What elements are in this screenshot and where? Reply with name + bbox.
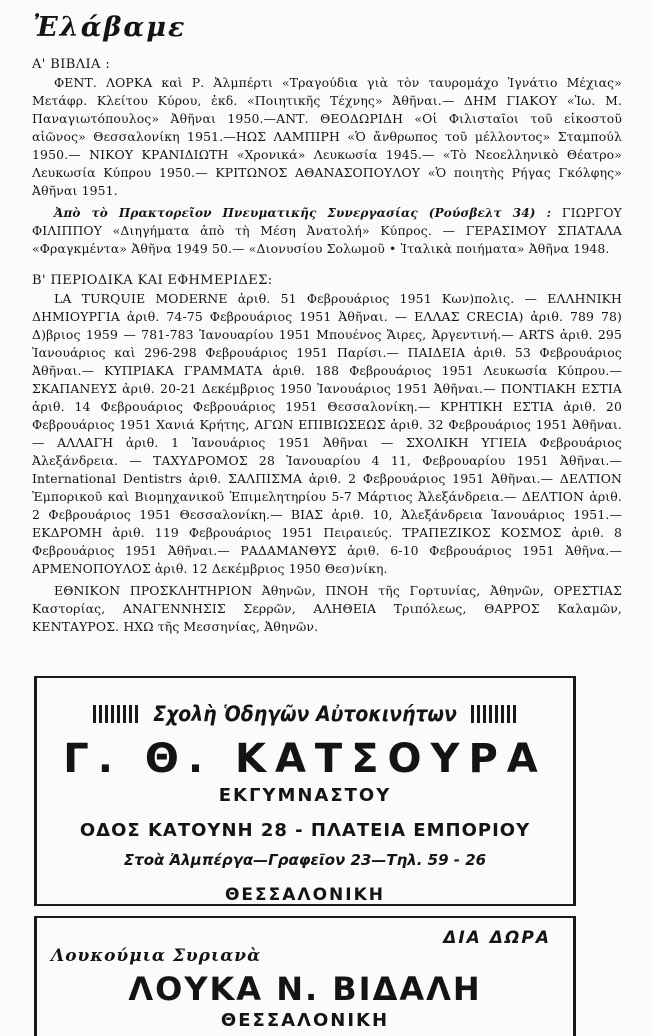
school-name: Σχολὴ Ὁδηγῶν Αὐτοκινήτων: [153, 702, 457, 726]
instructor-name: Γ. Θ. ΚΑΤΣΟΥΡΑ: [63, 736, 547, 782]
books-paragraph: ΦΕΝΤ. ΛΟΡΚΑ καὶ Ρ. Ἀλμπέρτι «Τραγούδια γιὰ τὸν ταυρομάχο Ἰγνάτιο Μέχιας» Μετάφρ. Κλείτου Κύρου, ἐκδ. «Ποιητικῆς Τέχνης» Ἀθῆναι.— ΔΗΜ ΓΙΑΚΟΥ «Ἰω. Μ. Παναγιωτόπουλος» Ἀθῆναι 1950.—ΑΝΤ. ΘΕΟΔΩΡΙΔΗ «Οἱ Φιλισταῖοι τοῦ εἰκοστοῦ αἰῶνος» Θεσσαλονίκη 1951.—ΗΩΣ ΛΑΜΠΙΡΗ «Ὁ ἄνθρωπος τοῦ μέλλοντος» Σταμπούλ 1950.— ΝΙΚΟΥ ΚΡΑΝΙΔΙΩΤΗ «Χρονικά» Λευκωσία 1945.— «Τὸ Νεοελληνικὸ Θέατρο» Λευκωσία Κύπρου 1950.— ΚΡΙΤΩΝΟΣ ΑΘΑΝΑΣΟΠΟΥΛΟΥ «Ὁ ποιητὴς Ρήγας Γκόλφης» Ἀθῆναι 1951.: [32, 75, 622, 198]
school-city: ΘΕΣΣΑΛΟΝΙΚΗ: [224, 885, 385, 905]
newspapers-paragraph: ΕΘΝΙΚΟΝ ΠΡΟΣΚΛΗΤΗΡΙΟΝ Ἀθηνῶν, ΠΝΟΗ τῆς Γορτυνίας, Ἀθηνῶν, ΟΡΕΣΤΙΑΣ Καστορίας, ΑΝΑΓΕΝΝΗΣΙΣ Σερρῶν, ΑΛΗΘΕΙΑ Τριπόλεως, ΘΑΡΡΟΣ Καλαμῶν, ΚΕΝΤΑΥΡΟΣ. ΗΧΩ τῆς Μεσσηνίας, Ἀθηνῶν.: [32, 583, 622, 634]
decorative-bars-right: [471, 705, 517, 723]
ad-merchant-name: ΛΟΥΚΑ Ν. ΒΙΔΑΛΗ: [128, 970, 482, 1008]
books-heading: Α' ΒΙΒΛΙΑ :: [32, 57, 111, 72]
ad-city: ΘΕΣΣΑΛΟΝΙΚΗ: [220, 1010, 390, 1031]
loukoumia-ad: [34, 916, 576, 1036]
agency-books: ΓΙΩΡΓΟΥ ΦΙΛΙΠΠΟΥ «Διηγήματα ἀπὸ τὴ Μέση Ἀνατολή» Κύπρος. — ΓΕΡΑΣΙΜΟΥ ΣΠΑΤΑΛΑ «Φραγκμέντα» Ἀθῆνα 1949 50.— «Διονυσίου Σολωμοῦ • Ἰταλικὰ ποιήματα» Ἀθῆνα 1948.: [32, 205, 622, 256]
school-address: ΟΔΟΣ ΚΑΤΟΥΝΗ 28 - ΠΛΑΤΕΙΑ ΕΜΠΟΡΙΟΥ: [79, 820, 531, 841]
books-paragraph-agency: [32, 204, 622, 258]
decorative-bars-left: [93, 705, 139, 723]
school-office: Στοὰ Ἀλμπέργα—Γραφεῖον 23—Τηλ. 59 - 26: [123, 851, 487, 869]
driving-school-ad: [34, 676, 576, 906]
periodicals-paragraph: LA TURQUIE MODERNE ἀριθ. 51 Φεβρουάριος 1951 Κων)πολις. — ΕΛΛΗΝΙΚΗ ΔΗΜΙΟΥΡΓΙΑ ἀριθ. 74-75 Φεβρουάριος 1951 Ἀθῆναι. — ΕΛΛΑΣ CRECIA) ἀριθ. 789 78) Δ)βριος 1959 — 781-783 Ἰανουαρίου 1951 Μπουένος Ἄιρες, Ἀργεντινή.— ARTS ἀριθ. 295 Ἰανουάριος καὶ 296-298 Φεβρουάριος 1951 Παρίσι.— ΠΑΙΔΕΙΑ ἀριθ. 53 Φεβρουάριος Ἀθῆναι.— ΚΥΠΡΙΑΚΑ ΓΡΑΜΜΑΤΑ ἀριθ. 188 Φεβρουάριος 1951 Λευκωσία Κύπρου.— ΣΚΑΠΑΝΕΥΣ ἀριθ. 20-21 Δεκέμβριος 1950 Ἰανουάριος 1951 Ἀθῆναι.— ΠΟΝΤΙΑΚΗ ΕΣΤΙΑ ἀριθ. 14 Φεβρουάριος Φεβρουάριος 1951 Θεσσαλονίκη.— ΚΡΗΤΙΚΗ ΕΣΤΙΑ ἀριθ. 20 Φεβρουάριος 1951 Χανιά Κρήτης, ΑΓΩΝ ΕΠΙΒΙΩΣΕΩΣ ἀριθ. 32 Φεβρουάριος 1951 Ἀθῆναι.— ΑΛΛΑΓΗ ἀριθ. 1 Ἰανουάριος 1951 Ἀθῆναι — ΣΧΟΛΙΚΗ ΥΓΙΕΙΑ Φεβρουάριος Ἀλεξάνδρεια. — ΤΑΧΥΔΡΟΜΟΣ 28 Ἰανουαρίου 4 11, Φεβρουαρίου 1951 Ἀθῆναι.— International Dentistrs ἀριθ. ΣΑΛΠΙΣΜΑ ἀριθ. 2 Φεβρουάριος 1951 Ἀθῆναι.— ΔΕΛΤΙΟΝ Ἐμπορικοῦ καὶ Βιομηχανικοῦ Ἐπιμελητηρίου 5-7 Μάρτιος Ἀλεξάνδρεια.— ΔΕΛΤΙΟΝ ἀριθ. 2 Φεβρουάριος 1951 Θεσσαλονίκη.— ΒΙΑΣ ἀριθ. 10, Ἀλεξάνδρεια Ἰανουάριος 1951.— ΕΚΔΡΟΜΗ ἀριθ. 119 Φεβρουάριος 1951 Πειραιεύς. ΤΡΑΠΕΖΙΚΟΣ ΚΟΣΜΟΣ ἀριθ. 8 Φεβρουάριος 1951 Ἀθῆναι.— ΡΑΔΑΜΑΝΘΥΣ ἀριθ. 6-10 Φεβρουάριος 1951 Ἀθῆνα.—ΑΡΜΕΝΟΠΟΥΛΟΣ ἀριθ. 12 Δεκέμβριος 1950 Θεσ)νίκη.: [32, 291, 622, 576]
page-title: Ἐλάβαμε: [33, 12, 187, 43]
books-section: [32, 56, 622, 258]
instructor-profession: ΕΚΓΥΜΝΑΣΤΟΥ: [218, 785, 392, 806]
ad-tagline: ΔΙΑ ΔΩΡΑ: [443, 928, 551, 948]
ad-product: Λουκούμια Συριανὰ: [51, 946, 262, 966]
periodicals-section: [32, 272, 622, 636]
periodicals-heading: Β' ΠΕΡΙΟΔΙΚΑ ΚΑΙ ΕΦΗΜΕΡΙΔΕΣ:: [32, 273, 273, 288]
agency-intro: Ἀπὸ τὸ Πρακτορεῖον Πνευματικῆς Συνεργασίας (Ρούσβελτ 34) :: [54, 206, 552, 220]
